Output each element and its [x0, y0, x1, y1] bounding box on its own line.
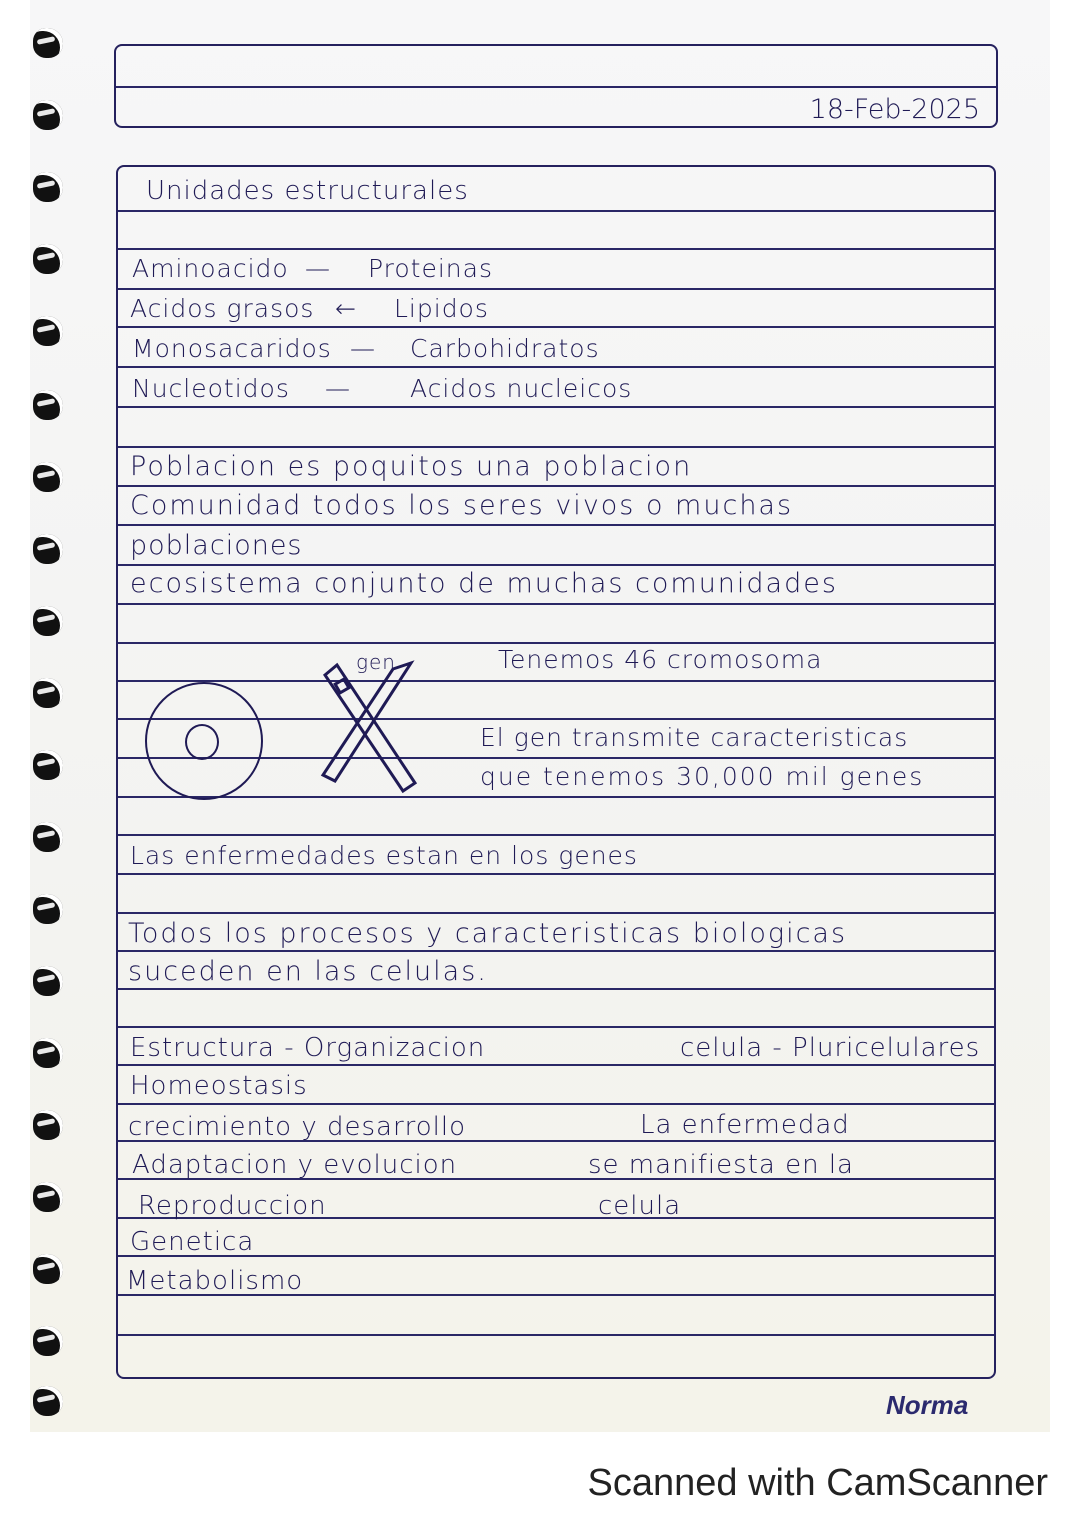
spiral-ring-icon: [33, 1110, 63, 1140]
spiral-ring-icon: [33, 678, 63, 708]
side-note-cells: celula - Pluricelulares: [680, 1033, 981, 1063]
spiral-ring-icon: [33, 1038, 63, 1068]
chromosome-drawing-icon: [315, 655, 430, 795]
characteristic-item: crecimiento y desarrollo: [128, 1112, 467, 1142]
definition-line: Comunidad todos los seres vivos o muchas: [130, 490, 794, 521]
disease-genes-note: Las enfermedades estan en los genes: [130, 841, 638, 870]
spiral-ring-icon: [33, 390, 63, 420]
header-rule: [116, 86, 996, 88]
spiral-ring-icon: [33, 100, 63, 130]
ruled-line: [118, 446, 994, 448]
ruled-line: [118, 210, 994, 212]
date-header-box: [114, 44, 998, 128]
gene-note-line-2: que tenemos 30,000 mil genes: [480, 762, 925, 791]
ruled-line: [118, 1103, 994, 1105]
unit-arrow: ←: [335, 294, 357, 323]
ruled-line: [118, 1334, 994, 1336]
unit-arrow: —: [305, 254, 331, 283]
spiral-ring-icon: [33, 1386, 63, 1416]
side-note-disease-3: celula: [598, 1191, 682, 1221]
cell-drawing-icon: [145, 682, 263, 800]
spiral-ring-icon: [33, 750, 63, 780]
unit-label: Acidos grasos: [130, 294, 315, 323]
ruled-line: [118, 524, 994, 526]
ruled-line: [118, 406, 994, 408]
definition-line: Poblacion es poquitos una poblacion: [130, 451, 693, 482]
ruled-line: [118, 912, 994, 914]
gene-note-line-1: El gen transmite caracteristicas: [480, 723, 909, 752]
spiral-ring-icon: [33, 462, 63, 492]
characteristic-item: Estructura - Organizacion: [130, 1033, 486, 1063]
unit-label: Nucleotidos: [132, 374, 290, 403]
ruled-line: [118, 485, 994, 487]
spiral-binding: [30, 0, 90, 1432]
ruled-line: [118, 1064, 994, 1066]
spiral-ring-icon: [33, 534, 63, 564]
macro-label: Acidos nucleicos: [410, 374, 633, 403]
macro-label: Lipidos: [394, 294, 489, 323]
gene-label: gen: [356, 650, 396, 674]
unit-label: Aminoacido: [132, 254, 289, 283]
scanner-watermark: Scanned with CamScanner: [587, 1462, 1048, 1504]
macro-label: Proteinas: [368, 254, 493, 283]
unit-arrow: —: [350, 334, 376, 363]
spiral-ring-icon: [33, 1254, 63, 1284]
spiral-ring-icon: [33, 244, 63, 274]
ruled-line: [118, 873, 994, 875]
nucleus-icon: [185, 724, 219, 760]
spiral-ring-icon: [33, 1326, 63, 1356]
side-note-disease-2: se manifiesta en la: [588, 1150, 854, 1180]
spiral-ring-icon: [33, 1182, 63, 1212]
ruled-line: [118, 326, 994, 328]
ruled-line: [118, 288, 994, 290]
definition-line: ecosistema conjunto de muchas comunidades: [130, 568, 838, 599]
characteristic-item: Adaptacion y evolucion: [132, 1150, 458, 1180]
chromosome-note: Tenemos 46 cromosoma: [498, 645, 823, 674]
ruled-line: [118, 564, 994, 566]
processes-line-2: suceden en las celulas.: [128, 956, 488, 987]
spiral-ring-icon: [33, 822, 63, 852]
ruled-line: [118, 1026, 994, 1028]
side-note-disease-1: La enfermedad: [640, 1110, 850, 1140]
ruled-line: [118, 603, 994, 605]
spiral-ring-icon: [33, 894, 63, 924]
ruled-line: [118, 796, 994, 798]
ruled-line: [118, 680, 994, 682]
ruled-line: [118, 642, 994, 644]
ruled-line: [118, 366, 994, 368]
notes-heading: Unidades estructurales: [146, 176, 469, 206]
characteristic-item: Reproduccion: [138, 1191, 327, 1221]
ruled-line: [118, 834, 994, 836]
spiral-ring-icon: [33, 28, 63, 58]
characteristic-item: Genetica: [130, 1227, 255, 1257]
unit-label: Monosacaridos: [132, 334, 332, 363]
spiral-ring-icon: [33, 316, 63, 346]
spiral-ring-icon: [33, 606, 63, 636]
ruled-line: [118, 248, 994, 250]
macro-label: Carbohidratos: [410, 334, 600, 363]
characteristic-item: Homeostasis: [130, 1071, 308, 1101]
processes-line-1: Todos los procesos y caracteristicas biologicas: [128, 918, 848, 949]
ruled-line: [118, 950, 994, 952]
spiral-ring-icon: [33, 172, 63, 202]
unit-arrow: —: [325, 374, 351, 403]
characteristic-item: Metabolismo: [126, 1266, 304, 1296]
ruled-line: [118, 988, 994, 990]
spiral-ring-icon: [33, 966, 63, 996]
notebook-brand-logo: Norma: [886, 1390, 969, 1420]
note-date: 18-Feb-2025: [809, 94, 980, 125]
definition-line: poblaciones: [130, 530, 303, 561]
